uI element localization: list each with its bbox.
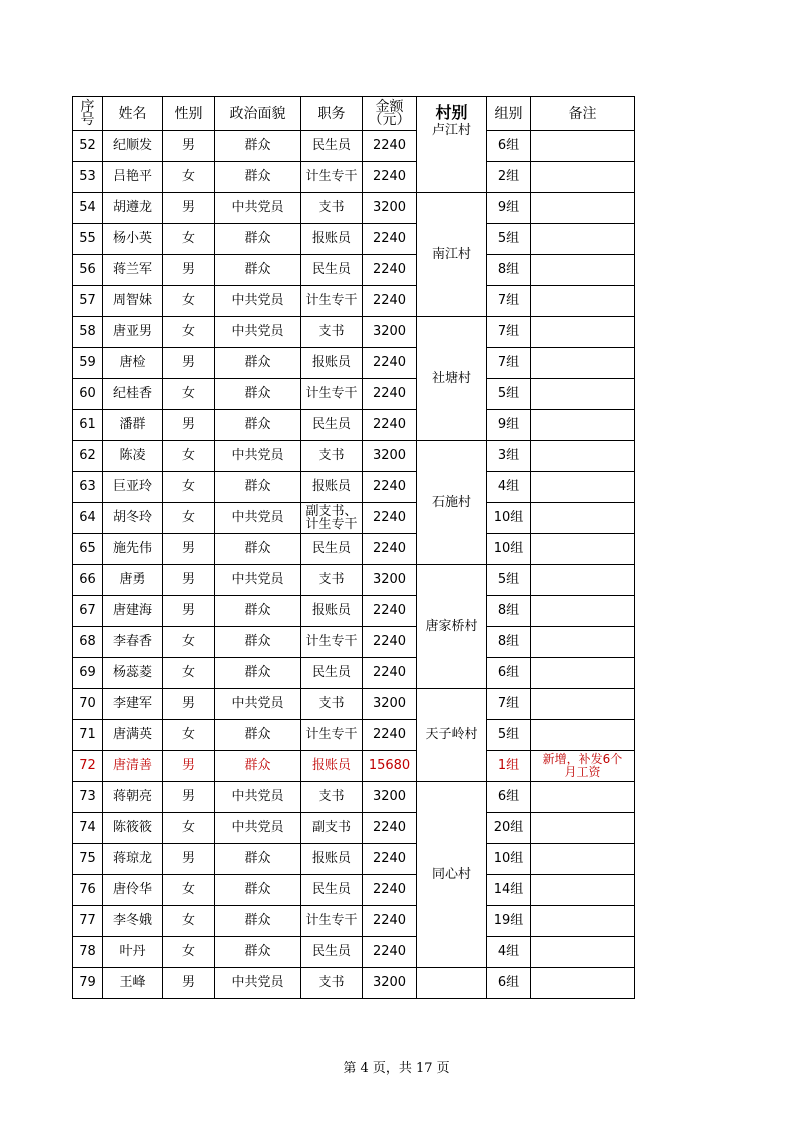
cell-political: 中共党员 bbox=[215, 782, 301, 813]
cell-name: 周智妹 bbox=[103, 286, 163, 317]
cell-amount: 2240 bbox=[363, 534, 417, 565]
cell-note bbox=[531, 689, 635, 720]
cell-seq: 62 bbox=[73, 441, 103, 472]
cell-group: 10组 bbox=[487, 844, 531, 875]
cell-name: 杨蕊菱 bbox=[103, 658, 163, 689]
cell-name: 胡冬玲 bbox=[103, 503, 163, 534]
cell-amount: 2240 bbox=[363, 255, 417, 286]
cell-political: 群众 bbox=[215, 906, 301, 937]
cell-political: 中共党员 bbox=[215, 441, 301, 472]
cell-gender: 女 bbox=[163, 720, 215, 751]
header-seq: 序 号 bbox=[73, 97, 103, 131]
cell-position: 副支书、 计生专干 bbox=[301, 503, 363, 534]
cell-political: 群众 bbox=[215, 534, 301, 565]
header-gender: 性别 bbox=[163, 97, 215, 131]
cell-position: 计生专干 bbox=[301, 379, 363, 410]
cell-note bbox=[531, 782, 635, 813]
cell-political: 群众 bbox=[215, 379, 301, 410]
cell-name: 唐勇 bbox=[103, 565, 163, 596]
cell-amount: 2240 bbox=[363, 472, 417, 503]
cell-position: 支书 bbox=[301, 782, 363, 813]
cell-political: 中共党员 bbox=[215, 565, 301, 596]
cell-political: 中共党员 bbox=[215, 193, 301, 224]
cell-seq: 76 bbox=[73, 875, 103, 906]
cell-seq: 73 bbox=[73, 782, 103, 813]
cell-name: 唐伶华 bbox=[103, 875, 163, 906]
header-name: 姓名 bbox=[103, 97, 163, 131]
cell-position: 副支书 bbox=[301, 813, 363, 844]
table-row bbox=[73, 379, 635, 410]
header-position: 职务 bbox=[301, 97, 363, 131]
cell-group: 20组 bbox=[487, 813, 531, 844]
cell-group: 6组 bbox=[487, 131, 531, 162]
cell-note bbox=[531, 441, 635, 472]
cell-amount: 2240 bbox=[363, 937, 417, 968]
cell-seq: 61 bbox=[73, 410, 103, 441]
cell-political: 群众 bbox=[215, 348, 301, 379]
cell-amount: 15680 bbox=[363, 751, 417, 782]
cell-note bbox=[531, 162, 635, 193]
cell-seq: 52 bbox=[73, 131, 103, 162]
table-row bbox=[73, 751, 635, 782]
cell-note bbox=[531, 379, 635, 410]
cell-amount: 2240 bbox=[363, 410, 417, 441]
cell-group: 5组 bbox=[487, 565, 531, 596]
cell-gender: 女 bbox=[163, 658, 215, 689]
village-cell-empty bbox=[417, 968, 487, 999]
cell-political: 中共党员 bbox=[215, 317, 301, 348]
cell-note bbox=[531, 968, 635, 999]
cell-group: 8组 bbox=[487, 627, 531, 658]
cell-position: 报账员 bbox=[301, 348, 363, 379]
cell-seq: 77 bbox=[73, 906, 103, 937]
cell-position: 民生员 bbox=[301, 875, 363, 906]
cell-amount: 3200 bbox=[363, 689, 417, 720]
cell-gender: 男 bbox=[163, 968, 215, 999]
cell-position: 计生专干 bbox=[301, 286, 363, 317]
table-row bbox=[73, 503, 635, 534]
table-row bbox=[73, 348, 635, 379]
cell-group: 5组 bbox=[487, 224, 531, 255]
cell-amount: 3200 bbox=[363, 968, 417, 999]
cell-political: 群众 bbox=[215, 162, 301, 193]
staff-table bbox=[72, 96, 635, 999]
table-row bbox=[73, 937, 635, 968]
cell-name: 纪顺发 bbox=[103, 131, 163, 162]
cell-seq: 54 bbox=[73, 193, 103, 224]
cell-name: 蒋兰军 bbox=[103, 255, 163, 286]
village-cell: 同心村 bbox=[417, 782, 487, 968]
cell-amount: 2240 bbox=[363, 658, 417, 689]
cell-group: 14组 bbox=[487, 875, 531, 906]
header-group: 组别 bbox=[487, 97, 531, 131]
cell-name: 胡遵龙 bbox=[103, 193, 163, 224]
cell-group: 9组 bbox=[487, 410, 531, 441]
cell-amount: 3200 bbox=[363, 441, 417, 472]
cell-gender: 男 bbox=[163, 131, 215, 162]
table-row bbox=[73, 472, 635, 503]
cell-seq: 68 bbox=[73, 627, 103, 658]
cell-position: 支书 bbox=[301, 193, 363, 224]
cell-seq: 71 bbox=[73, 720, 103, 751]
cell-amount: 3200 bbox=[363, 193, 417, 224]
cell-amount: 2240 bbox=[363, 596, 417, 627]
cell-name: 唐满英 bbox=[103, 720, 163, 751]
cell-gender: 男 bbox=[163, 596, 215, 627]
cell-position: 计生专干 bbox=[301, 906, 363, 937]
table-row bbox=[73, 689, 635, 720]
cell-group: 19组 bbox=[487, 906, 531, 937]
cell-gender: 男 bbox=[163, 782, 215, 813]
cell-note bbox=[531, 565, 635, 596]
table-row bbox=[73, 658, 635, 689]
table-row bbox=[73, 410, 635, 441]
header-note: 备注 bbox=[531, 97, 635, 131]
cell-note: 新增，补发6个 月工资 bbox=[531, 751, 635, 782]
table-row bbox=[73, 317, 635, 348]
cell-group: 7组 bbox=[487, 348, 531, 379]
cell-seq: 60 bbox=[73, 379, 103, 410]
cell-amount: 2240 bbox=[363, 348, 417, 379]
cell-amount: 2240 bbox=[363, 844, 417, 875]
cell-gender: 女 bbox=[163, 937, 215, 968]
cell-name: 巨亚玲 bbox=[103, 472, 163, 503]
cell-amount: 3200 bbox=[363, 565, 417, 596]
table-row bbox=[73, 441, 635, 472]
cell-group: 10组 bbox=[487, 503, 531, 534]
cell-name: 唐清善 bbox=[103, 751, 163, 782]
cell-note bbox=[531, 255, 635, 286]
cell-name: 蒋琼龙 bbox=[103, 844, 163, 875]
table-row bbox=[73, 782, 635, 813]
cell-political: 群众 bbox=[215, 875, 301, 906]
village-cell: 石施村 bbox=[417, 441, 487, 565]
cell-name: 施先伟 bbox=[103, 534, 163, 565]
table-row bbox=[73, 534, 635, 565]
cell-note bbox=[531, 844, 635, 875]
cell-seq: 74 bbox=[73, 813, 103, 844]
village-cell: 社塘村 bbox=[417, 317, 487, 441]
cell-seq: 64 bbox=[73, 503, 103, 534]
cell-note bbox=[531, 131, 635, 162]
cell-position: 民生员 bbox=[301, 410, 363, 441]
cell-position: 民生员 bbox=[301, 534, 363, 565]
cell-name: 杨小英 bbox=[103, 224, 163, 255]
table-row bbox=[73, 906, 635, 937]
table-row bbox=[73, 162, 635, 193]
cell-name: 王峰 bbox=[103, 968, 163, 999]
cell-group: 8组 bbox=[487, 255, 531, 286]
cell-position: 支书 bbox=[301, 968, 363, 999]
cell-note bbox=[531, 472, 635, 503]
cell-gender: 男 bbox=[163, 844, 215, 875]
village-cell: 天子岭村 bbox=[417, 689, 487, 782]
cell-note bbox=[531, 720, 635, 751]
cell-gender: 男 bbox=[163, 565, 215, 596]
cell-seq: 70 bbox=[73, 689, 103, 720]
cell-gender: 女 bbox=[163, 379, 215, 410]
cell-political: 中共党员 bbox=[215, 813, 301, 844]
cell-gender: 女 bbox=[163, 224, 215, 255]
cell-note bbox=[531, 503, 635, 534]
cell-note bbox=[531, 813, 635, 844]
cell-group: 9组 bbox=[487, 193, 531, 224]
cell-name: 纪桂香 bbox=[103, 379, 163, 410]
cell-position: 支书 bbox=[301, 565, 363, 596]
cell-political: 群众 bbox=[215, 627, 301, 658]
header-political: 政治面貌 bbox=[215, 97, 301, 131]
cell-amount: 3200 bbox=[363, 782, 417, 813]
cell-name: 叶丹 bbox=[103, 937, 163, 968]
cell-position: 支书 bbox=[301, 441, 363, 472]
cell-gender: 女 bbox=[163, 503, 215, 534]
cell-amount: 2240 bbox=[363, 813, 417, 844]
cell-seq: 59 bbox=[73, 348, 103, 379]
cell-note bbox=[531, 627, 635, 658]
cell-seq: 67 bbox=[73, 596, 103, 627]
cell-group: 7组 bbox=[487, 317, 531, 348]
cell-seq: 69 bbox=[73, 658, 103, 689]
cell-amount: 2240 bbox=[363, 162, 417, 193]
cell-name: 陈凌 bbox=[103, 441, 163, 472]
cell-gender: 男 bbox=[163, 193, 215, 224]
cell-position: 报账员 bbox=[301, 472, 363, 503]
cell-gender: 女 bbox=[163, 286, 215, 317]
cell-gender: 男 bbox=[163, 348, 215, 379]
cell-seq: 56 bbox=[73, 255, 103, 286]
cell-group: 1组 bbox=[487, 751, 531, 782]
cell-amount: 2240 bbox=[363, 627, 417, 658]
cell-seq: 66 bbox=[73, 565, 103, 596]
cell-seq: 72 bbox=[73, 751, 103, 782]
cell-political: 群众 bbox=[215, 937, 301, 968]
table-row bbox=[73, 844, 635, 875]
cell-name: 李春香 bbox=[103, 627, 163, 658]
cell-name: 吕艳平 bbox=[103, 162, 163, 193]
cell-note bbox=[531, 348, 635, 379]
page-footer: 第 4 页，共 17 页 bbox=[343, 1061, 450, 1076]
cell-group: 4组 bbox=[487, 472, 531, 503]
cell-seq: 78 bbox=[73, 937, 103, 968]
cell-political: 群众 bbox=[215, 131, 301, 162]
cell-political: 群众 bbox=[215, 751, 301, 782]
cell-name: 李冬娥 bbox=[103, 906, 163, 937]
cell-group: 5组 bbox=[487, 379, 531, 410]
cell-seq: 55 bbox=[73, 224, 103, 255]
cell-group: 7组 bbox=[487, 286, 531, 317]
cell-seq: 79 bbox=[73, 968, 103, 999]
cell-gender: 男 bbox=[163, 410, 215, 441]
cell-group: 3组 bbox=[487, 441, 531, 472]
cell-position: 民生员 bbox=[301, 937, 363, 968]
cell-seq: 75 bbox=[73, 844, 103, 875]
cell-gender: 女 bbox=[163, 875, 215, 906]
cell-political: 群众 bbox=[215, 255, 301, 286]
table-row bbox=[73, 193, 635, 224]
cell-group: 6组 bbox=[487, 968, 531, 999]
cell-group: 6组 bbox=[487, 782, 531, 813]
cell-position: 计生专干 bbox=[301, 627, 363, 658]
cell-seq: 65 bbox=[73, 534, 103, 565]
table-row bbox=[73, 875, 635, 906]
cell-name: 蒋朝亮 bbox=[103, 782, 163, 813]
cell-position: 民生员 bbox=[301, 658, 363, 689]
cell-position: 报账员 bbox=[301, 224, 363, 255]
cell-note bbox=[531, 224, 635, 255]
table-row bbox=[73, 627, 635, 658]
cell-gender: 女 bbox=[163, 162, 215, 193]
table-row bbox=[73, 565, 635, 596]
cell-political: 群众 bbox=[215, 596, 301, 627]
village-cell-continued: 卢江村 bbox=[417, 131, 487, 193]
cell-amount: 2240 bbox=[363, 503, 417, 534]
cell-political: 中共党员 bbox=[215, 286, 301, 317]
cell-amount: 2240 bbox=[363, 131, 417, 162]
table-row bbox=[73, 968, 635, 999]
cell-group: 6组 bbox=[487, 658, 531, 689]
cell-gender: 男 bbox=[163, 534, 215, 565]
cell-position: 支书 bbox=[301, 317, 363, 348]
cell-political: 中共党员 bbox=[215, 503, 301, 534]
cell-note bbox=[531, 534, 635, 565]
village-cell: 南江村 bbox=[417, 193, 487, 317]
cell-name: 陈筱筱 bbox=[103, 813, 163, 844]
cell-political: 中共党员 bbox=[215, 689, 301, 720]
cell-position: 报账员 bbox=[301, 596, 363, 627]
cell-gender: 女 bbox=[163, 813, 215, 844]
cell-political: 群众 bbox=[215, 472, 301, 503]
cell-position: 民生员 bbox=[301, 255, 363, 286]
cell-position: 报账员 bbox=[301, 751, 363, 782]
cell-gender: 女 bbox=[163, 441, 215, 472]
cell-seq: 63 bbox=[73, 472, 103, 503]
cell-gender: 男 bbox=[163, 689, 215, 720]
cell-note bbox=[531, 286, 635, 317]
table-row bbox=[73, 255, 635, 286]
table-row bbox=[73, 720, 635, 751]
cell-gender: 女 bbox=[163, 317, 215, 348]
header-village: 村别 bbox=[417, 97, 487, 131]
cell-note bbox=[531, 875, 635, 906]
cell-position: 计生专干 bbox=[301, 162, 363, 193]
cell-position: 计生专干 bbox=[301, 720, 363, 751]
cell-gender: 男 bbox=[163, 255, 215, 286]
cell-political: 中共党员 bbox=[215, 968, 301, 999]
cell-group: 2组 bbox=[487, 162, 531, 193]
cell-group: 8组 bbox=[487, 596, 531, 627]
cell-name: 李建军 bbox=[103, 689, 163, 720]
cell-gender: 女 bbox=[163, 472, 215, 503]
cell-amount: 2240 bbox=[363, 224, 417, 255]
cell-amount: 2240 bbox=[363, 875, 417, 906]
table-row bbox=[73, 286, 635, 317]
cell-amount: 2240 bbox=[363, 286, 417, 317]
cell-amount: 2240 bbox=[363, 720, 417, 751]
village-cell: 唐家桥村 bbox=[417, 565, 487, 689]
cell-name: 唐检 bbox=[103, 348, 163, 379]
cell-seq: 53 bbox=[73, 162, 103, 193]
cell-political: 群众 bbox=[215, 658, 301, 689]
cell-amount: 2240 bbox=[363, 379, 417, 410]
cell-political: 群众 bbox=[215, 720, 301, 751]
cell-gender: 女 bbox=[163, 906, 215, 937]
cell-position: 报账员 bbox=[301, 844, 363, 875]
cell-gender: 男 bbox=[163, 751, 215, 782]
cell-note bbox=[531, 317, 635, 348]
cell-name: 唐建海 bbox=[103, 596, 163, 627]
cell-seq: 58 bbox=[73, 317, 103, 348]
cell-political: 群众 bbox=[215, 224, 301, 255]
table-row bbox=[73, 131, 635, 162]
cell-note bbox=[531, 410, 635, 441]
cell-name: 潘群 bbox=[103, 410, 163, 441]
cell-group: 5组 bbox=[487, 720, 531, 751]
table-row bbox=[73, 596, 635, 627]
cell-position: 民生员 bbox=[301, 131, 363, 162]
cell-gender: 女 bbox=[163, 627, 215, 658]
header-amount: 金额 （元） bbox=[363, 97, 417, 131]
cell-political: 群众 bbox=[215, 410, 301, 441]
table-row bbox=[73, 813, 635, 844]
cell-group: 10组 bbox=[487, 534, 531, 565]
cell-position: 支书 bbox=[301, 689, 363, 720]
cell-seq: 57 bbox=[73, 286, 103, 317]
header-row bbox=[73, 97, 635, 131]
cell-note bbox=[531, 906, 635, 937]
cell-amount: 3200 bbox=[363, 317, 417, 348]
cell-note bbox=[531, 658, 635, 689]
cell-political: 群众 bbox=[215, 844, 301, 875]
cell-note bbox=[531, 937, 635, 968]
cell-note bbox=[531, 596, 635, 627]
cell-name: 唐亚男 bbox=[103, 317, 163, 348]
cell-amount: 2240 bbox=[363, 906, 417, 937]
table-row bbox=[73, 224, 635, 255]
cell-group: 4组 bbox=[487, 937, 531, 968]
cell-group: 7组 bbox=[487, 689, 531, 720]
cell-note bbox=[531, 193, 635, 224]
